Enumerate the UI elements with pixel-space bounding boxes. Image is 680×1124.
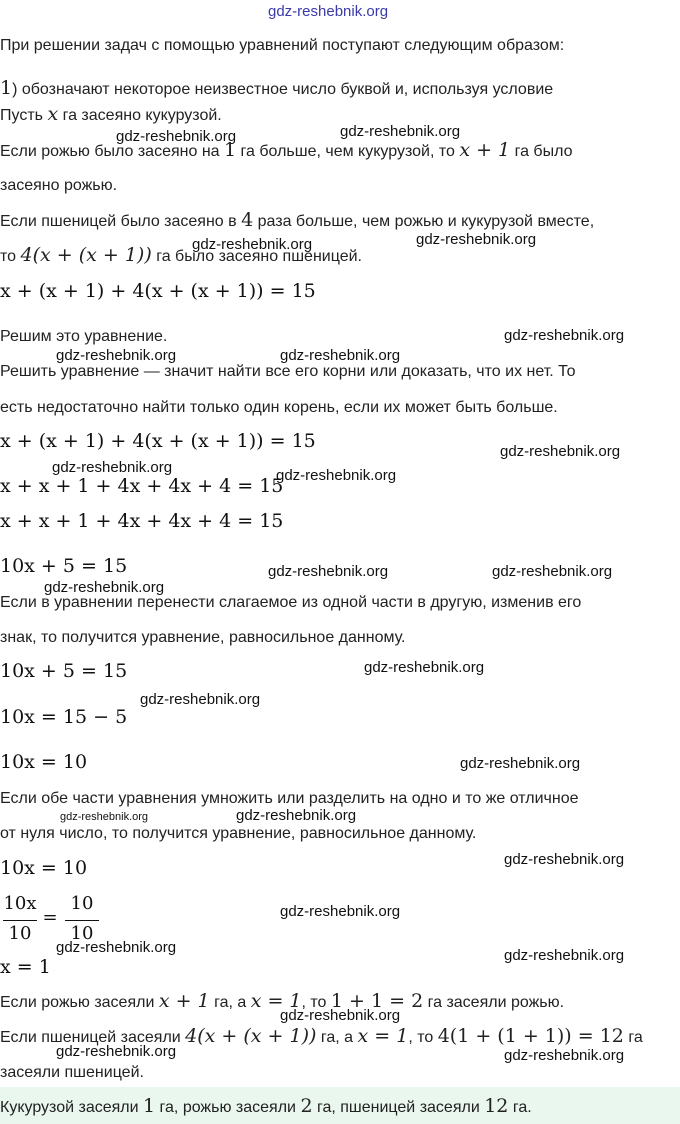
watermark: gdz-reshebnik.org xyxy=(280,903,401,920)
watermark: gdz-reshebnik.org xyxy=(236,807,357,824)
fraction-right-bar xyxy=(65,920,99,921)
watermark: gdz-reshebnik.org xyxy=(116,128,237,145)
rule-1-text: Если в уравнении перенести слагаемое из одной части в другую, изменив его xyxy=(0,594,582,611)
watermark: gdz-reshebnik.org xyxy=(56,939,177,956)
check-wheat-text: Если пшеницей засеяли 4(x + (x + 1)) га, а x = 1, то 4(1 + (1 + 1)) = 12 га xyxy=(0,1025,643,1047)
rule-2-text-cont: от нуля число, то получится уравнение, равносильное данному. xyxy=(0,825,477,842)
equation-1: x + (x + 1) + 4(x + (x + 1)) = 15 xyxy=(0,280,316,302)
watermark-top: gdz-reshebnik.org xyxy=(268,3,389,20)
watermark: gdz-reshebnik.org xyxy=(364,659,485,676)
equation-4: x + x + 1 + 4x + 4x + 4 = 15 xyxy=(0,510,284,532)
watermark: gdz-reshebnik.org xyxy=(56,1043,177,1060)
intro-text: При решении задач с помощью уравнений поступают следующим образом: xyxy=(0,37,565,54)
definition-text: Решить уравнение — значит найти все его корни или доказать, что их нет. То xyxy=(0,363,576,380)
step-1-text: 1) обозначают некоторое неизвестное число буквой и, используя условие xyxy=(0,77,554,99)
watermark: gdz-reshebnik.org xyxy=(268,563,389,580)
fraction-left-denominator: 10 xyxy=(8,923,32,944)
equation-2: x + (x + 1) + 4(x + (x + 1)) = 15 xyxy=(0,430,316,452)
fraction-equals: = xyxy=(42,907,58,928)
rule-1-text-cont: знак, то получится уравнение, равносильное данному. xyxy=(0,629,406,646)
watermark: gdz-reshebnik.org xyxy=(192,236,313,253)
fraction-left-numerator: 10x xyxy=(3,893,37,914)
equation-5: 10x + 5 = 15 xyxy=(0,555,128,577)
equation-7: 10x = 15 − 5 xyxy=(0,706,128,728)
answer-text: Кукурузой засеяли 1 га, рожью засеяли 2 га, пшеницей засеяли 12 га. xyxy=(0,1095,532,1117)
watermark: gdz-reshebnik.org xyxy=(504,851,625,868)
watermark: gdz-reshebnik.org xyxy=(44,579,165,596)
fraction-left-bar xyxy=(3,920,37,921)
watermark: gdz-reshebnik.org xyxy=(416,231,537,248)
watermark: gdz-reshebnik.org xyxy=(140,691,261,708)
fraction-right-numerator: 10 xyxy=(70,893,94,914)
watermark: gdz-reshebnik.org xyxy=(460,755,581,772)
watermark: gdz-reshebnik.org xyxy=(500,443,621,460)
check-rye-text: Если рожью засеяли x + 1 га, а x = 1, то 1 + 1 = 2 га засеяли рожью. xyxy=(0,990,565,1012)
watermark: gdz-reshebnik.org xyxy=(504,1047,625,1064)
check-wheat-text-cont: засеяли пшеницей. xyxy=(0,1064,144,1081)
equation-3: x + x + 1 + 4x + 4x + 4 = 15 xyxy=(0,475,284,497)
watermark: gdz-reshebnik.org xyxy=(276,467,397,484)
answer-box xyxy=(0,1087,680,1124)
watermark: gdz-reshebnik.org xyxy=(504,947,625,964)
rye-text: Если рожью было засеяно на 1 га больше, чем кукурузой, то x + 1 га было xyxy=(0,139,573,161)
fraction-right-denominator: 10 xyxy=(70,923,94,944)
solve-text: Решим это уравнение. xyxy=(0,328,168,345)
watermark: gdz-reshebnik.org xyxy=(60,811,149,823)
wheat-text-cont: то 4(x + (x + 1)) га было засеяно пшеницей. xyxy=(0,244,362,266)
definition-text-cont: есть недостаточно найти только один корень, если их может быть больше. xyxy=(0,399,558,416)
wheat-text: Если пшеницей было засеяно в 4 раза больше, чем рожью и кукурузой вместе, xyxy=(0,209,595,231)
watermark: gdz-reshebnik.org xyxy=(280,347,401,364)
rye-text-cont: засеяно рожью. xyxy=(0,177,118,194)
let-x-text: Пусть x га засеяно кукурузой. xyxy=(0,103,222,125)
watermark: gdz-reshebnik.org xyxy=(280,1007,401,1024)
equation-10: x = 1 xyxy=(0,956,51,978)
watermark: gdz-reshebnik.org xyxy=(492,563,613,580)
watermark: gdz-reshebnik.org xyxy=(504,327,625,344)
watermark: gdz-reshebnik.org xyxy=(52,459,173,476)
rule-2-text: Если обе части уравнения умножить или разделить на одно и то же отличное xyxy=(0,790,579,807)
equation-8: 10x = 10 xyxy=(0,751,88,773)
equation-9: 10x = 10 xyxy=(0,857,88,879)
watermark: gdz-reshebnik.org xyxy=(340,123,461,140)
equation-6: 10x + 5 = 15 xyxy=(0,660,128,682)
watermark: gdz-reshebnik.org xyxy=(56,347,177,364)
